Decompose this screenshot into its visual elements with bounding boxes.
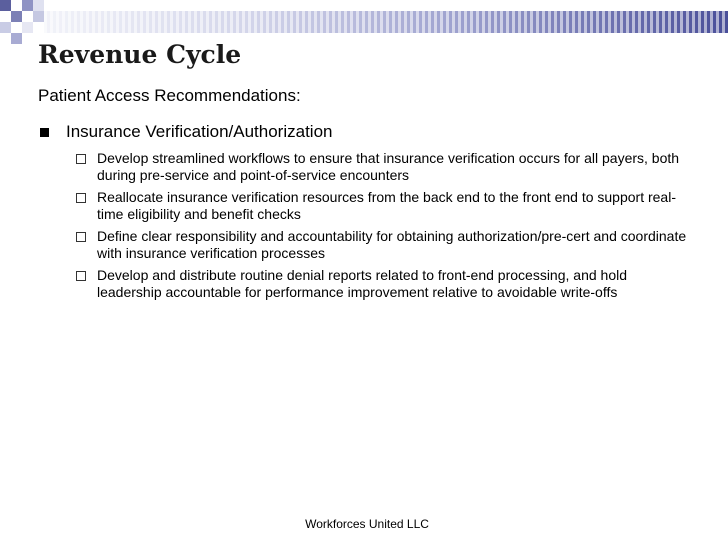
decor-square [11,11,22,22]
header-stripe-bar [44,11,728,33]
hollow-square-bullet-icon [76,232,86,242]
list-item-text: Define clear responsibility and accountability for obtaining authorization/pre-cert and coordinate with insurance verification processes [97,228,687,261]
list-item-text: Develop streamlined workflows to ensure that insurance verification occurs for all payers, both during pre-service and point-of-service encounters [97,150,680,183]
bullet-text: Insurance Verification/Authorization [66,122,333,141]
hollow-square-bullet-icon [76,271,86,281]
slide-subtitle: Patient Access Recommendations: [38,86,301,105]
list-item [74,267,694,301]
decor-square [22,0,33,11]
hollow-square-bullet-icon [76,154,86,164]
decor-square [0,0,11,11]
hollow-square-bullet-icon [76,193,86,203]
bullet-level-1 [38,122,333,142]
slide-title: Revenue Cycle [38,40,242,69]
decor-square [11,33,22,44]
list-item-text: Develop and distribute routine denial reports related to front-end processing, and hold leadership accountable for performance improvement relative to avoidable write-offs [97,267,627,300]
decor-square [33,11,44,22]
list-item-text: Reallocate insurance verification resources from the back end to the front end to support real-time eligibility and benefit checks [97,189,676,222]
decor-square [0,22,11,33]
footer-text: Workforces United LLC [305,517,429,531]
decor-square [33,0,44,11]
list-item [74,189,694,223]
list-item [74,228,694,262]
list-item [74,150,694,184]
decor-square [22,22,33,33]
slide-footer [0,517,728,531]
sub-bullet-list [74,150,694,306]
square-bullet-icon [40,128,49,137]
